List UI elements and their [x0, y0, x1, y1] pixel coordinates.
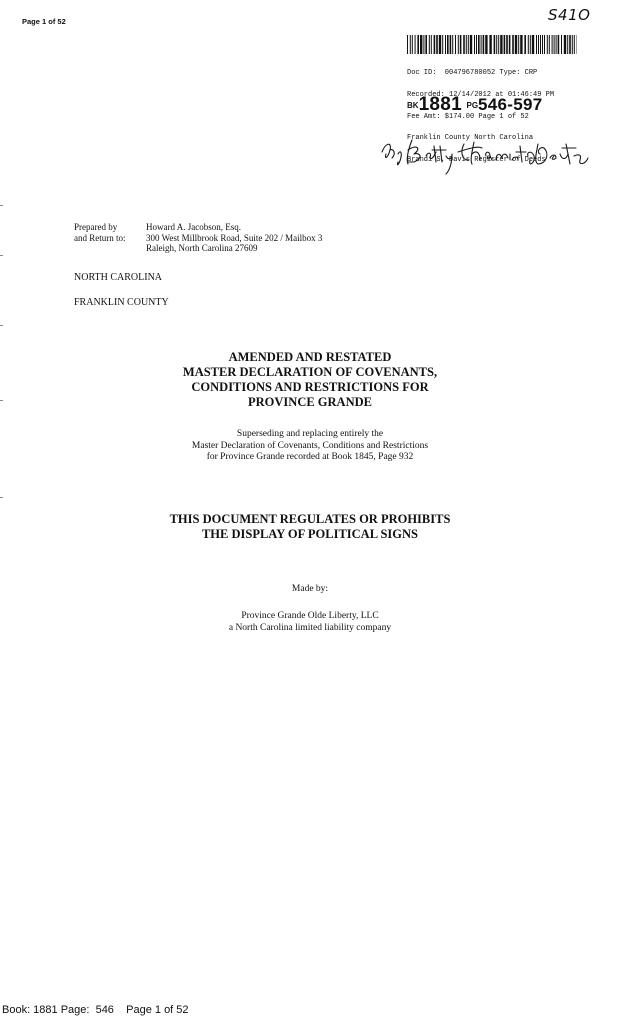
prepared-by-address — [146, 222, 322, 254]
barcode-bar — [554, 35, 555, 54]
barcode-bar — [549, 35, 550, 54]
barcode-bar — [564, 35, 566, 54]
barcode-bar — [512, 35, 514, 54]
handwritten-note: S41O — [548, 6, 591, 24]
barcode-bar — [536, 35, 537, 54]
subtitle-line: Master Declaration of Covenants, Conditions and Restrictions — [191, 440, 429, 451]
title-line: CONDITIONS AND RESTRICTIONS FOR — [191, 380, 429, 394]
subtitle-line: Superseding and replacing entirely the — [236, 429, 384, 439]
recording-county: Franklin County North Carolina — [407, 134, 534, 143]
subtitle-line: for Province Grande recorded at Book 1845, Page 932 — [206, 452, 414, 462]
notice-line: THE DISPLAY OF POLITICAL SIGNS — [201, 527, 419, 541]
barcode-bar — [429, 35, 430, 54]
barcode-bar — [498, 35, 499, 54]
barcode-bar — [552, 35, 553, 54]
scan-edge-mark — [0, 325, 3, 326]
barcode-bar — [412, 35, 413, 54]
preparer-address-line-1: 300 West Millbrook Road, Suite 202 / Mailbox 3 — [146, 232, 323, 243]
barcode-bar — [496, 35, 497, 54]
barcode-bar — [460, 35, 462, 54]
barcode-bar — [494, 35, 496, 54]
barcode-bar — [468, 35, 469, 54]
barcode-bar — [481, 35, 482, 54]
recording-fee: Fee Amt: $174.00 Page 1 of 52 — [407, 112, 529, 121]
barcode-bar — [542, 35, 543, 54]
barcode-bar — [567, 35, 568, 54]
state-heading: NORTH CAROLINA — [74, 272, 163, 283]
barcode-bar — [485, 35, 487, 54]
barcode-bar — [431, 35, 432, 54]
made-by-label: Made by: — [291, 584, 329, 594]
barcode-bar — [415, 35, 416, 54]
page-range: 546-597 — [478, 95, 543, 114]
barcode-bar — [518, 35, 519, 54]
barcode-bar — [544, 35, 545, 54]
barcode-bar — [538, 35, 539, 54]
preparer-name: Howard A. Jacobson, Esq. — [146, 222, 241, 232]
barcode-bar — [556, 35, 557, 54]
book-page-stamp — [407, 95, 543, 116]
barcode-bar — [452, 35, 453, 54]
county-heading: FRANKLIN COUNTY — [74, 297, 169, 308]
barcode-bar — [540, 35, 541, 54]
barcode-bar — [423, 35, 424, 54]
maker-description: a North Carolina limited liability company — [228, 622, 392, 633]
barcode-bar — [561, 35, 562, 54]
barcode-bar — [483, 35, 485, 54]
barcode-bar — [530, 35, 531, 54]
barcode-bar — [478, 35, 480, 54]
barcode-bar — [466, 35, 467, 54]
barcode-bar — [436, 35, 438, 54]
return-to-label: and Return to: — [74, 232, 126, 243]
barcode-bar — [474, 35, 475, 54]
recording-recorded: Recorded: 12/14/2012 at 01:46:49 PM — [407, 91, 555, 100]
barcode-bar — [458, 35, 459, 54]
barcode-bar — [420, 35, 422, 54]
barcode-bar — [470, 35, 472, 54]
barcode-bar — [445, 35, 446, 54]
barcode-bar — [417, 35, 419, 54]
barcode-bar — [558, 35, 560, 54]
handwritten-signature — [378, 130, 593, 178]
barcode-bar — [524, 35, 526, 54]
barcode-bar — [574, 35, 575, 54]
page-footer: Book: 1881 Page: 546 Page 1 of 52 — [2, 1004, 189, 1016]
barcode-bar — [476, 35, 477, 54]
maker-block — [0, 611, 620, 634]
book-number: 1881 — [418, 94, 463, 115]
barcode-bar — [434, 35, 436, 54]
scan-edge-mark — [0, 497, 3, 498]
barcode-bar — [509, 35, 511, 54]
title-line: AMENDED AND RESTATED — [228, 350, 392, 364]
book-prefix: BK — [407, 100, 419, 110]
scan-edge-mark — [0, 400, 3, 401]
barcode-bar — [447, 35, 449, 54]
barcode-bar — [572, 35, 573, 54]
barcode-image — [407, 35, 577, 54]
title-line: PROVINCE GRANDE — [248, 395, 372, 409]
prepared-by-labels — [74, 222, 126, 243]
notice-line: THIS DOCUMENT REGULATES OR PROHIBITS — [169, 512, 451, 526]
barcode-bar — [450, 35, 452, 54]
barcode-bar — [407, 35, 408, 54]
barcode-bar — [463, 35, 465, 54]
scan-edge-mark — [0, 255, 3, 256]
barcode-bar — [442, 35, 443, 54]
barcode-bar — [489, 35, 491, 54]
barcode-bar — [439, 35, 441, 54]
barcode-bar — [547, 35, 548, 54]
barcode-bar — [410, 35, 411, 54]
maker-company: Province Grande Olde Liberty, LLC — [241, 611, 379, 621]
page-counter: Page 1 of 52 — [22, 17, 66, 26]
barcode-bar — [569, 35, 571, 54]
political-signs-notice — [0, 512, 620, 542]
prepared-by-label: Prepared by — [74, 222, 118, 232]
barcode-bar — [506, 35, 508, 54]
barcode-bar — [532, 35, 534, 54]
document-title — [0, 350, 620, 410]
barcode-bar — [520, 35, 522, 54]
barcode-bar — [455, 35, 456, 54]
barcode-bar — [515, 35, 517, 54]
title-line: MASTER DECLARATION OF COVENANTS, — [182, 365, 438, 379]
barcode-bar — [504, 35, 506, 54]
barcode-bar — [500, 35, 502, 54]
preparer-address-line-2: Raleigh, North Carolina 27609 — [146, 243, 258, 253]
document-subtitle — [0, 429, 620, 464]
barcode-bar — [528, 35, 529, 54]
scan-edge-mark — [0, 205, 3, 206]
barcode-bar — [425, 35, 427, 54]
page-prefix: PG — [466, 100, 479, 110]
recording-register: Brandi S. Davis Register of Deeds — [407, 155, 546, 164]
recording-doc-id: Doc ID: 004796780052 Type: CRP — [407, 69, 538, 78]
